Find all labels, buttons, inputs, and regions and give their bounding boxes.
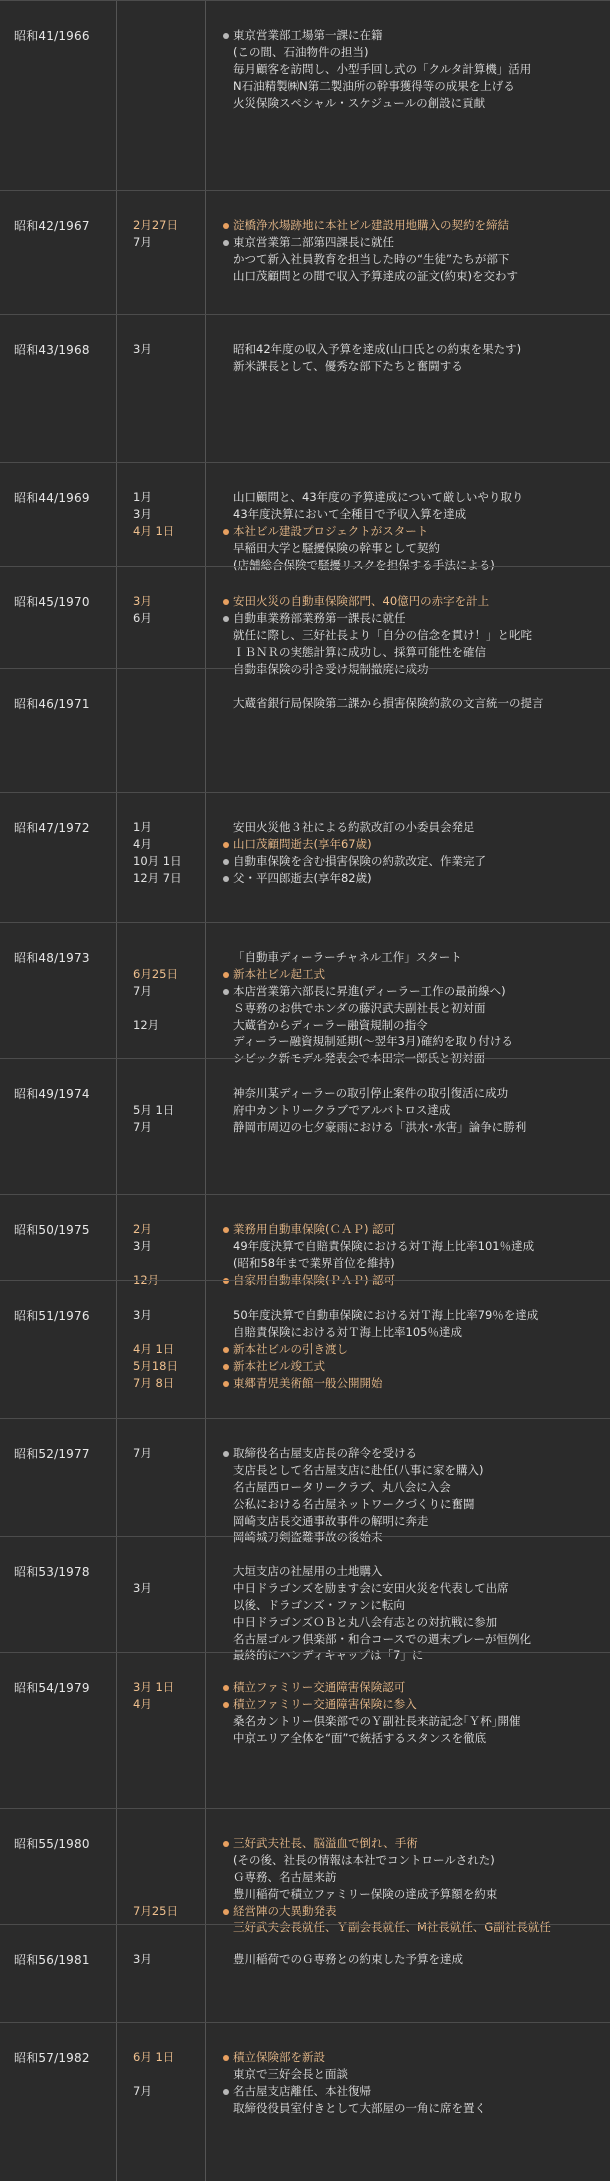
event-item: 以後、ドラゴンズ・ファンに転向 bbox=[233, 1597, 405, 1612]
era-year-label: 昭和41/1966 bbox=[14, 29, 90, 43]
event-date bbox=[133, 27, 203, 44]
event-item-bulleted: 安田火災の自動車保険部門、40億円の赤字を計上 bbox=[222, 593, 602, 610]
event-item: 支店長として名古屋支店に赴任(八事に家を購入) bbox=[233, 1462, 484, 1477]
era-year-label: 昭和45/1970 bbox=[14, 595, 90, 609]
date-column bbox=[133, 949, 203, 1067]
event-date: 7月 bbox=[133, 1119, 152, 1134]
event-column bbox=[222, 27, 602, 111]
era-year-label: 昭和49/1974 bbox=[14, 1087, 90, 1101]
event-item: 山口茂顧問との間で収入予算達成の証文(約束)を交わす bbox=[233, 268, 518, 283]
timeline-row bbox=[0, 314, 610, 462]
timeline-row bbox=[0, 190, 610, 314]
event-date: 3月 bbox=[133, 594, 152, 608]
event-date: 4月 1日 bbox=[133, 1341, 175, 1356]
era-year-label: 昭和52/1977 bbox=[14, 1447, 90, 1461]
timeline-row bbox=[0, 1280, 610, 1418]
event-item-bulleted: 経営陣の大異動発表 bbox=[222, 1903, 602, 1920]
event-item: 49年度決算で自賠責保険における対Ｔ海上比率101％達成 bbox=[233, 1238, 535, 1253]
event-date: 7月 8日 bbox=[133, 1375, 175, 1390]
event-item: 新米課長として、優秀な部下たちと奮闘する bbox=[233, 358, 463, 373]
event-date bbox=[133, 2100, 203, 2117]
event-item: (その後、社長の情報は本社でコントロールされた) bbox=[233, 1852, 495, 1867]
event-date: 7月 bbox=[133, 2083, 152, 2098]
event-item-bulleted: 自動車業務部業務第一課長に就任 bbox=[222, 610, 602, 627]
event-column bbox=[222, 593, 602, 677]
event-item: Ｇ専務、名古屋来訪 bbox=[233, 1869, 337, 1884]
event-item: 早稲田大学と騒擾保険の幹事として契約 bbox=[233, 540, 440, 555]
event-item: (昭和58年まで業界首位を維持) bbox=[233, 1255, 395, 1270]
event-item: ディーラー融資規制延期(～翌年3月)確約を取り付ける bbox=[233, 1034, 513, 1049]
event-date: 3月 bbox=[133, 1580, 152, 1595]
era-year-label: 昭和57/1982 bbox=[14, 2051, 90, 2065]
event-date: 7月 bbox=[133, 1446, 152, 1460]
event-item-bulleted: 父・平四郎逝去(享年82歳) bbox=[222, 870, 602, 887]
event-item: 自賠責保険における対Ｔ海上比率105％達成 bbox=[233, 1324, 462, 1339]
timeline-row bbox=[0, 1536, 610, 1663]
timeline-row bbox=[0, 922, 610, 1066]
event-date bbox=[133, 95, 203, 112]
date-column bbox=[133, 1563, 203, 1597]
event-item: 取締役役員室付きとして大部屋の一角に席を置く bbox=[233, 2100, 486, 2115]
event-item: シビック新モデル発表会で本田宗一郎氏と初対面 bbox=[233, 1051, 485, 1066]
event-column bbox=[222, 1307, 602, 1391]
event-column bbox=[222, 1679, 602, 1747]
date-column bbox=[133, 593, 203, 677]
timeline-row bbox=[0, 0, 610, 190]
event-date bbox=[133, 1563, 203, 1580]
event-date: 5月18日 bbox=[133, 1358, 178, 1373]
event-date: 4月 bbox=[133, 1696, 152, 1711]
date-column bbox=[133, 1835, 203, 1936]
event-item: 最終的にハンディキャップは「7」に bbox=[233, 1648, 424, 1663]
timeline-row bbox=[0, 1924, 610, 2022]
event-date: 2月27日 bbox=[133, 218, 178, 232]
event-item-bulleted: 自家用自動車保険(ＰＡＰ) 認可 bbox=[222, 1272, 602, 1289]
event-column bbox=[222, 217, 602, 285]
event-item-bulleted: 積立ファミリー交通障害保険認可 bbox=[222, 1679, 602, 1696]
event-date bbox=[133, 1033, 203, 1050]
event-date: 10月 1日 bbox=[133, 853, 182, 868]
event-item: 神奈川某ディーラーの取引停止案件の取引復活に成功 bbox=[233, 1086, 509, 1100]
era-year-label: 昭和47/1972 bbox=[14, 821, 90, 835]
event-date: 12月 7日 bbox=[133, 870, 182, 885]
event-date: 1月 bbox=[133, 820, 152, 834]
event-item: 安田火災他３社による約款改訂の小委員会発足 bbox=[233, 820, 475, 834]
event-item-bulleted: 東郷青児美術館一般公開開始 bbox=[222, 1375, 602, 1392]
event-item: 岡崎城刀剣盗難事故の後始末 bbox=[233, 1530, 383, 1545]
timeline-row bbox=[0, 2022, 610, 2181]
event-column bbox=[222, 1221, 602, 1289]
event-date bbox=[133, 1886, 203, 1903]
event-column bbox=[222, 1951, 602, 1968]
date-column bbox=[133, 1085, 203, 1136]
event-item: 火災保険スペシャル・スケジュールの創設に貢献 bbox=[233, 95, 486, 110]
event-date bbox=[133, 1869, 203, 1886]
event-item: N石油精製㈱N第二製油所の幹事獲得等の成果を上げる bbox=[233, 78, 515, 93]
event-date: 1月 bbox=[133, 490, 152, 504]
event-date: 3月 bbox=[133, 1238, 152, 1253]
event-date bbox=[133, 61, 203, 78]
event-date: 6月25日 bbox=[133, 966, 178, 981]
date-column bbox=[133, 1445, 203, 1462]
event-item: 名古屋ゴルフ倶楽部・和合コースでの週末プレーが恒例化 bbox=[233, 1631, 531, 1646]
timeline-row bbox=[0, 566, 610, 676]
timeline-row bbox=[0, 792, 610, 922]
event-item: 三好武夫会長就任、Ｙ副会長就任、M社長就任、G副社長就任 bbox=[233, 1920, 551, 1935]
date-column bbox=[133, 2049, 203, 2117]
event-date: 2月 bbox=[133, 1222, 152, 1236]
event-item: 毎月顧客を訪問し、小型手回し式の「クルタ計算機」活用 bbox=[233, 61, 532, 76]
event-item: 大蔵省銀行局保険第二課から損害保険約款の文言統一の提言 bbox=[233, 696, 544, 710]
event-item: 中日ドラゴンズを励ます会に安田火災を代表して出席 bbox=[233, 1580, 509, 1595]
event-date: 3月 bbox=[133, 1952, 152, 1966]
event-date bbox=[133, 268, 203, 285]
date-column bbox=[133, 695, 203, 712]
event-item: 豊川稲荷でのＧ専務との約束した予算を達成 bbox=[233, 1952, 463, 1966]
era-year-label: 昭和42/1967 bbox=[14, 219, 90, 233]
event-item: 「自動車ディーラーチャネル工作」スタート bbox=[233, 950, 462, 964]
event-item: 岡崎支店長交通事故事件の解明に奔走 bbox=[233, 1513, 429, 1528]
event-column bbox=[222, 489, 602, 573]
era-year-label: 昭和43/1968 bbox=[14, 343, 90, 357]
event-item: 桑名カントリー倶楽部でのＹ副社長来訪記念｢Ｙ杯｣開催 bbox=[233, 1713, 521, 1728]
event-item: 43年度決算において全種目で予収入算を達成 bbox=[233, 506, 467, 521]
event-item-bulleted: 本店営業第六部長に昇進(ディーラー工作の最前線へ) bbox=[222, 983, 602, 1000]
event-date bbox=[133, 2066, 203, 2083]
event-date bbox=[133, 1730, 203, 1747]
event-date: 3月 bbox=[133, 1308, 152, 1322]
event-item-bulleted: 新本社ビルの引き渡し bbox=[222, 1341, 602, 1358]
timeline-row bbox=[0, 1652, 610, 1808]
event-date bbox=[133, 1000, 203, 1017]
date-column bbox=[133, 27, 203, 111]
event-item: (店舗総合保険で騒擾リスクを担保する手法による) bbox=[233, 557, 495, 572]
event-item-bulleted: 積立保険部を新設 bbox=[222, 2049, 602, 2066]
timeline-row bbox=[0, 1808, 610, 1935]
event-date: 12月 bbox=[133, 1272, 160, 1287]
date-column bbox=[133, 1307, 203, 1391]
event-item-bulleted: 山口茂顧問逝去(享年67歳) bbox=[222, 836, 602, 853]
event-column bbox=[222, 1445, 602, 1546]
event-item-bulleted: 取締役名古屋支店長の辞令を受ける bbox=[222, 1445, 602, 1462]
event-date: 12月 bbox=[133, 1017, 160, 1032]
date-column bbox=[133, 217, 203, 285]
timeline-row bbox=[0, 668, 610, 792]
event-item: 公私における名古屋ネットワークづくりに奮闘 bbox=[233, 1496, 475, 1511]
event-date bbox=[133, 1852, 203, 1869]
event-item: ＩＢＮＲの実態計算に成功し、採算可能性を確信 bbox=[233, 644, 486, 659]
event-item: 豊川稲荷で積立ファミリー保険の達成予算額を約束 bbox=[233, 1886, 498, 1901]
event-item-bulleted: 積立ファミリー交通障害保険に参入 bbox=[222, 1696, 602, 1713]
event-date: 4月 bbox=[133, 836, 152, 851]
era-year-label: 昭和46/1971 bbox=[14, 697, 90, 711]
event-column bbox=[222, 341, 602, 375]
event-date bbox=[133, 358, 203, 375]
event-date bbox=[133, 1085, 203, 1102]
event-date bbox=[133, 540, 203, 557]
event-column bbox=[222, 949, 602, 1067]
event-date bbox=[133, 949, 203, 966]
event-item-bulleted: 業務用自動車保険(ＣＡＰ) 認可 bbox=[222, 1221, 602, 1238]
event-date: 7月 bbox=[133, 983, 152, 998]
event-item: 就任に際し、三好社長より「自分の信念を貫け！」と叱咤 bbox=[233, 627, 532, 642]
event-date bbox=[133, 78, 203, 95]
era-year-label: 昭和44/1969 bbox=[14, 491, 90, 505]
event-date: 6月 bbox=[133, 610, 152, 625]
date-column bbox=[133, 489, 203, 573]
event-date: 3月 bbox=[133, 342, 152, 356]
era-year-label: 昭和53/1978 bbox=[14, 1565, 90, 1579]
event-date bbox=[133, 251, 203, 268]
event-column bbox=[222, 2049, 602, 2117]
era-year-label: 昭和51/1976 bbox=[14, 1309, 90, 1323]
era-year-label: 昭和55/1980 bbox=[14, 1837, 90, 1851]
event-column bbox=[222, 695, 602, 712]
era-year-label: 昭和50/1975 bbox=[14, 1223, 90, 1237]
event-item-bulleted: 新本社ビル竣工式 bbox=[222, 1358, 602, 1375]
date-column bbox=[133, 819, 203, 887]
event-item-bulleted: 本社ビル建設プロジェクトがスタート bbox=[222, 523, 602, 540]
event-date bbox=[133, 1835, 203, 1852]
event-item: 府中カントリークラブでアルバトロス達成 bbox=[233, 1102, 451, 1117]
timeline-row bbox=[0, 1058, 610, 1194]
timeline-row bbox=[0, 1194, 610, 1287]
event-column bbox=[222, 1085, 602, 1136]
event-date: 7月 bbox=[133, 234, 152, 249]
era-year-label: 昭和48/1973 bbox=[14, 951, 90, 965]
event-item-bulleted: 東京営業第二部第四課長に就任 bbox=[222, 234, 602, 251]
event-column bbox=[222, 1563, 602, 1664]
event-item: 50年度決算で自動車保険における対Ｔ海上比率79％を達成 bbox=[233, 1308, 539, 1322]
event-item: 自動車保険の引き受け規制撤廃に成功 bbox=[233, 661, 429, 676]
date-column bbox=[133, 1221, 203, 1289]
event-item: 中京エリア全体を“面”で統括するスタンスを徹底 bbox=[233, 1730, 487, 1745]
event-item: 中日ドラゴンズＯＢと丸八会有志との対抗戦に参加 bbox=[233, 1614, 498, 1629]
event-column bbox=[222, 1835, 602, 1936]
event-item: 名古屋西ロータリークラブ、丸八会に入会 bbox=[233, 1479, 451, 1494]
event-date bbox=[133, 627, 203, 644]
event-date: 6月 1日 bbox=[133, 2050, 175, 2064]
event-date bbox=[133, 695, 203, 712]
event-item-bulleted: 東京営業部工場第一課に在籍 bbox=[222, 27, 602, 44]
event-column bbox=[222, 819, 602, 887]
event-item: Ｓ専務のお供でホンダの藤沢武夫副社長と初対面 bbox=[233, 1000, 486, 1015]
event-item: 山口顧問と、43年度の予算達成について厳しいやり取り bbox=[233, 490, 524, 504]
event-date bbox=[133, 1324, 203, 1341]
event-date: 3月 bbox=[133, 506, 152, 521]
era-year-label: 昭和54/1979 bbox=[14, 1681, 90, 1695]
event-date: 3月 1日 bbox=[133, 1680, 175, 1694]
date-column bbox=[133, 1951, 203, 1968]
event-item: 昭和42年度の収入予算を達成(山口氏との約束を果たす) bbox=[233, 342, 522, 356]
event-date bbox=[133, 1713, 203, 1730]
event-item: 東京で三好会長と面談 bbox=[233, 2066, 348, 2081]
event-date: 7月25日 bbox=[133, 1903, 178, 1918]
timeline-row bbox=[0, 1418, 610, 1545]
era-year-label: 昭和56/1981 bbox=[14, 1953, 90, 1967]
event-item: 大蔵省からディーラー融資規制の指令 bbox=[233, 1017, 428, 1032]
event-item: (この間、石油物件の担当) bbox=[233, 44, 369, 59]
event-item: 大垣支店の社屋用の土地購入 bbox=[233, 1564, 383, 1578]
event-item-bulleted: 淀橋浄水場跡地に本社ビル建設用地購入の契約を締結 bbox=[222, 217, 602, 234]
event-date: 5月 1日 bbox=[133, 1102, 175, 1117]
timeline-row bbox=[0, 462, 610, 572]
event-item-bulleted: 自動車保険を含む損害保険の約款改定、作業完了 bbox=[222, 853, 602, 870]
event-date: 4月 1日 bbox=[133, 523, 175, 538]
date-column bbox=[133, 341, 203, 375]
event-date bbox=[133, 1255, 203, 1272]
date-column bbox=[133, 1679, 203, 1747]
event-item: 静岡市周辺の七夕豪雨における「洪水･水害」論争に勝利 bbox=[233, 1119, 527, 1134]
event-item-bulleted: 名古屋支店離任、本社復帰 bbox=[222, 2083, 602, 2100]
event-item-bulleted: 三好武夫社長、脳溢血で倒れ、手術 bbox=[222, 1835, 602, 1852]
event-date bbox=[133, 644, 203, 661]
event-item-bulleted: 新本社ビル起工式 bbox=[222, 966, 602, 983]
event-date bbox=[133, 44, 203, 61]
event-item: かつて新入社員教育を担当した時の“生徒”たちが部下 bbox=[233, 251, 510, 266]
